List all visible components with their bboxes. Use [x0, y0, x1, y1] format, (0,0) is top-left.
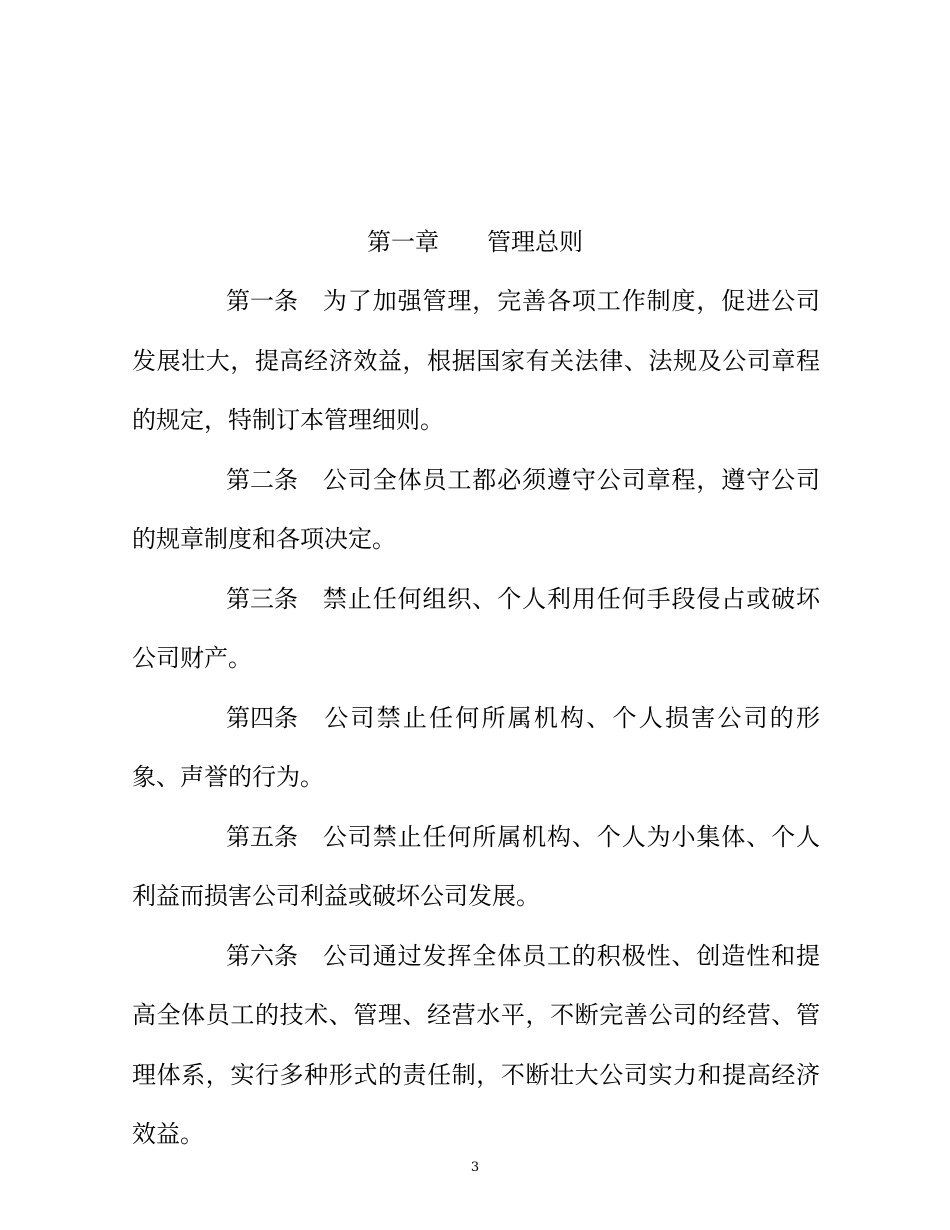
- article-number: 第四条: [226, 703, 298, 732]
- article-text: 公司全体员工都必须遵守公司章程，遵守公司的规章制度和各项决定。: [132, 465, 820, 553]
- article-1: [132, 272, 820, 451]
- article-6: [132, 927, 820, 1165]
- article-number: 第二条: [226, 465, 298, 494]
- article-number: 第五条: [226, 822, 298, 851]
- article-4: [132, 689, 820, 808]
- chapter-title: 第一章 管理总则: [367, 228, 583, 256]
- document-body: [132, 272, 820, 1165]
- article-text: 禁止任何组织、个人利用任何手段侵占或破坏公司财产。: [132, 584, 820, 672]
- article-number: 第一条: [226, 287, 298, 315]
- article-text: 公司禁止任何所属机构、个人损害公司的形象、声誉的行为。: [132, 703, 820, 791]
- page-number: 3: [470, 1160, 480, 1175]
- article-text: 公司禁止任何所属机构、个人为小集体、个人利益而损害公司利益或破坏公司发展。: [132, 822, 820, 910]
- article-text: 公司通过发挥全体员工的积极性、创造性和提高全体员工的技术、管理、经营水平，不断完善公司的经营、管理体系，实行多种形式的责任制，不断壮大公司实力和提高经济效益。: [132, 941, 820, 1148]
- article-number: 第六条: [226, 941, 298, 970]
- article-text: 为了加强管理，完善各项工作制度，促进公司发展壮大，提高经济效益，根据国家有关法律、法规及公司章程的规定，特制订本管理细则。: [132, 287, 820, 434]
- article-5: [132, 808, 820, 927]
- article-2: [132, 451, 820, 570]
- article-3: [132, 570, 820, 689]
- article-number: 第三条: [226, 584, 298, 613]
